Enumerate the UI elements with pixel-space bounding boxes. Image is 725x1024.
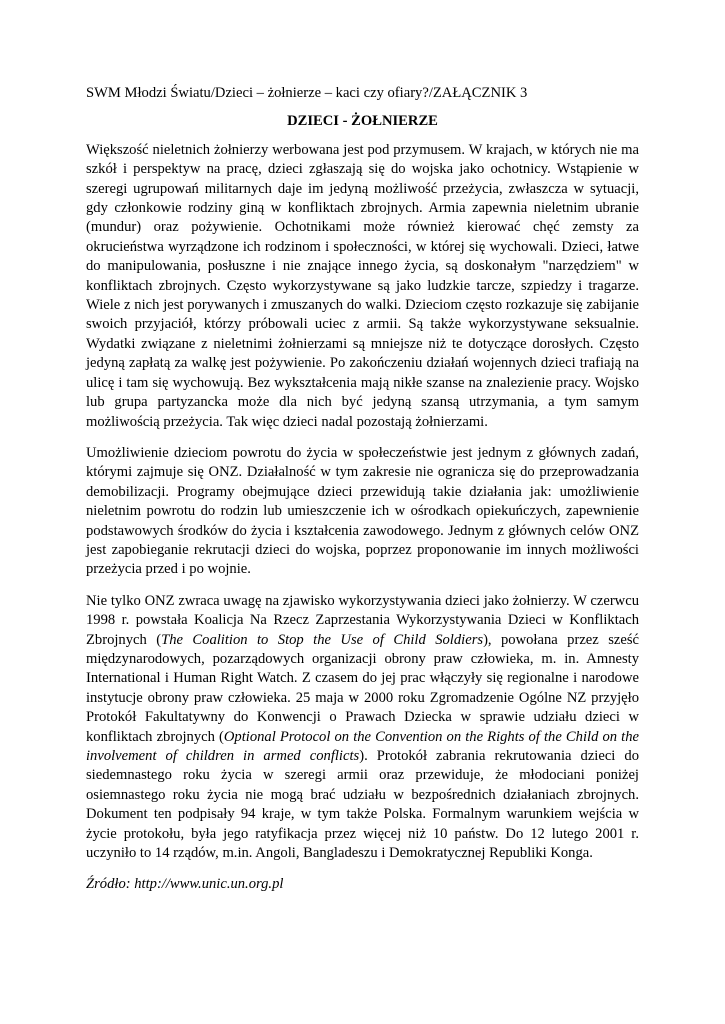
source-citation: Źródło: http://www.unic.un.org.pl <box>86 876 284 893</box>
paragraph-recruitment: Większość nieletnich żołnierzy werbowana jest pod przymusem. W krajach, w których nie ma szkół i perspektyw na pracę, dzieci zgłaszają się do wojska jako ochotnicy. Wstąpienie w szeregi ugrupowań militarnych daje im jedyną możliwość przeżycia, zwłaszcza w sytuacji, gdy członkowie rodziny giną w konfliktach zbrojnych. Armia zapewnia nieletnim ubranie (mundur) oraz pożywienie. Ochotnikami może również kierować chęć zemsty za okrucieństwa wyrządzone ich rodzinom i społeczności, w której się wychowali. Dzieci, łatwe do manipulowania, posłuszne i nie znające innego życia, są doskonałym "narzędziem" w konfliktach zbrojnych. Często wykorzystywane są jako ludzkie tarcze, szpiedzy i tragarze. Wiele z nich jest porywanych i zmuszanych do walki. Dzieciom często rozkazuje się zabijanie swoich przyjaciół, którzy próbowali uciec z armii. Są także wykorzystywane seksualnie. Wydatki związane z nieletnimi żołnierzami są mniejsze niż te dotyczące dorosłych. Często jedyną zapłatą za walkę jest pożywienie. Po zakończeniu działań wojennych dzieci trafiają na ulicę i tam się wychowują. Bez wykształcenia mają nikłe szanse na znalezienie pracy. Wojsko lub grupa partyzancka może dla nich być jedyną szansą utrzymania, a tym samym możliwością przeżycia. Tak więc dzieci nadal pozostają żołnierzami. <box>86 141 639 430</box>
paragraph-un-role: Umożliwienie dzieciom powrotu do życia w społeczeństwie jest jednym z głównych zadań, którymi zajmuje się ONZ. Działalność w tym zakresie nie ogranicza się do przeprowadzania demobilizacji. Programy obejmujące dzieci przewidują takie działania jak: umożliwienie nieletnim powrotu do rodzin lub umieszczenie ich w ośrodkach opiekuńczych, zapewnienie podstawowych środków do życia i kształcenia zawodowego. Jednym z głównych celów ONZ jest zapobieganie rekrutacji dzieci do wojska, poprzez proponowanie im innych możliwości przeżycia przed i po wojnie. <box>86 444 639 578</box>
document-title: DZIECI - ŻOŁNIERZE <box>287 113 438 130</box>
document-page <box>86 84 639 895</box>
coalition-english-name: The Coalition to Stop the Use of Child Soldiers <box>161 631 484 648</box>
document-reference-header: SWM Młodzi Światu/Dzieci – żołnierze – kaci czy ofiary?/ZAŁĄCZNIK 3 <box>86 85 528 101</box>
paragraph-text-segment: ). Protokół zabrania rekrutowania dzieci do siedemnastego roku życia w szeregi armii oraz przewiduje, że młodociani poniżej osiemnastego roku życia nie mogą brać udziału w bezpośrednich działaniach zbrojnych. Dokument ten podpisały 94 kraje, w tym także Polska. Formalnym warunkiem wejścia w życie protokołu, była jego ratyfikacja przez więcej niż 10 państw. Do 12 lutego 2001 r. uczyniło to 14 rządów, m.in. Angoli, Bangladeszu i Demokratycznej Republiki Konga. <box>86 748 639 862</box>
paragraph-text-segment: Nie tylko ONZ zwraca uwagę na zjawisko wykorzystywania dzieci jako żołnierzy. W czerwcu 1998 r. powstała Koalicja Na Rzecz Zaprzestania Wykorzystywania Dzieci w Konfliktach Zbrojnych ( <box>86 592 639 648</box>
paragraph-text-segment: ), powołana przez sześć międzynarodowych, pozarządowych organizacji obrony praw człowieka, m. in. Amnesty International i Human Right Watch. Z czasem do jej prac włączyły się regionalne i narodowe instytucje obrony praw człowieka. 25 maja w 2000 roku Zgromadzenie Ogólne NZ przyjęło Protokół Fakultatywny do Konwencji o Prawach Dziecka w sprawie udziału dzieci w konfliktach zbrojnych ( <box>86 631 639 745</box>
paragraph-coalition-protocol <box>86 592 639 864</box>
protocol-english-name: Optional Protocol on the Convention on the Rights of the Child on the involvement of children in armed conflicts <box>86 728 639 764</box>
